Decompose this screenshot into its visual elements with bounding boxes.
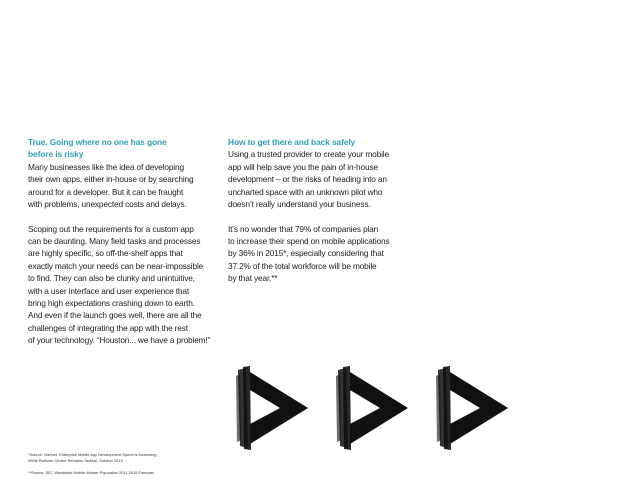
arrow-icon-3: [436, 366, 508, 450]
footnote-2: **Source: IDC, Worldwide Mobile Worker Population 2011-2015 Forecast: [28, 470, 154, 475]
text-line: by 36% in 2015*, especially considering that: [228, 248, 384, 259]
text-line: of your technology. “Houston... we have a problem!”: [28, 335, 211, 346]
text-line: with a user interface and user experience that: [28, 285, 189, 296]
text-line: Using a trusted provider to create your mobile: [228, 149, 389, 160]
text-line: with problems, unexpected costs and delays.: [28, 199, 187, 210]
footnote-line: While Platform Choice Remains Tactical, October 2013: [28, 458, 123, 463]
text-line: by that year.**: [228, 273, 278, 284]
left-heading-line-1: True. Going where no one has gone: [28, 137, 167, 147]
left-heading: [28, 136, 258, 161]
right-paragraph-1: [228, 148, 443, 210]
text-line: uncharted space with an unknown pilot who: [228, 186, 383, 197]
text-line: 37.2% of the total workforce will be mobile: [228, 260, 377, 271]
text-line: exactly match your needs can be near-impossible: [28, 260, 204, 271]
text-line: around for a developer. But it can be fraught: [28, 186, 184, 197]
left-paragraph-1: [28, 161, 258, 211]
text-line: Many businesses like the idea of developing: [28, 161, 184, 172]
footnotes: [28, 452, 158, 476]
brush-arrows-graphic: [236, 366, 576, 450]
text-line: their own apps, either in-house or by searching: [28, 174, 194, 185]
footnote-line: *Source: Gartner, Enterprise Mobile App Development Spend is Increasing,: [28, 452, 158, 457]
arrow-icon-1: [236, 366, 308, 450]
text-line: doesn’t really understand your business.: [228, 199, 371, 210]
text-line: can be daunting. Many field tasks and processes: [28, 236, 201, 247]
text-line: bring high expectations crashing down to earth.: [28, 298, 195, 309]
footnote-1: [28, 452, 158, 464]
right-heading: How to get there and back safely: [228, 137, 356, 147]
left-paragraph-2: [28, 223, 258, 347]
text-line: Scoping out the requirements for a custom app: [28, 223, 194, 234]
left-column: [28, 136, 258, 359]
arrow-icon-2: [336, 366, 408, 450]
text-line: And even if the launch goes well, there are all the: [28, 310, 202, 321]
text-line: to find. They can also be clunky and unintuitive,: [28, 273, 195, 284]
text-line: challenges of integrating the app with the rest: [28, 322, 188, 333]
text-line: It’s no wonder that 79% of companies plan: [228, 223, 379, 234]
right-column: [228, 136, 443, 297]
right-paragraph-2: [228, 223, 443, 285]
left-heading-line-2: before is risky: [28, 149, 84, 160]
text-line: to increase their spend on mobile applications: [228, 236, 390, 247]
text-line: are highly specific, so off-the-shelf apps that: [28, 248, 183, 259]
text-line: app will help save you the pain of in-house: [228, 161, 378, 172]
text-line: development – or the risks of heading into an: [228, 174, 387, 185]
